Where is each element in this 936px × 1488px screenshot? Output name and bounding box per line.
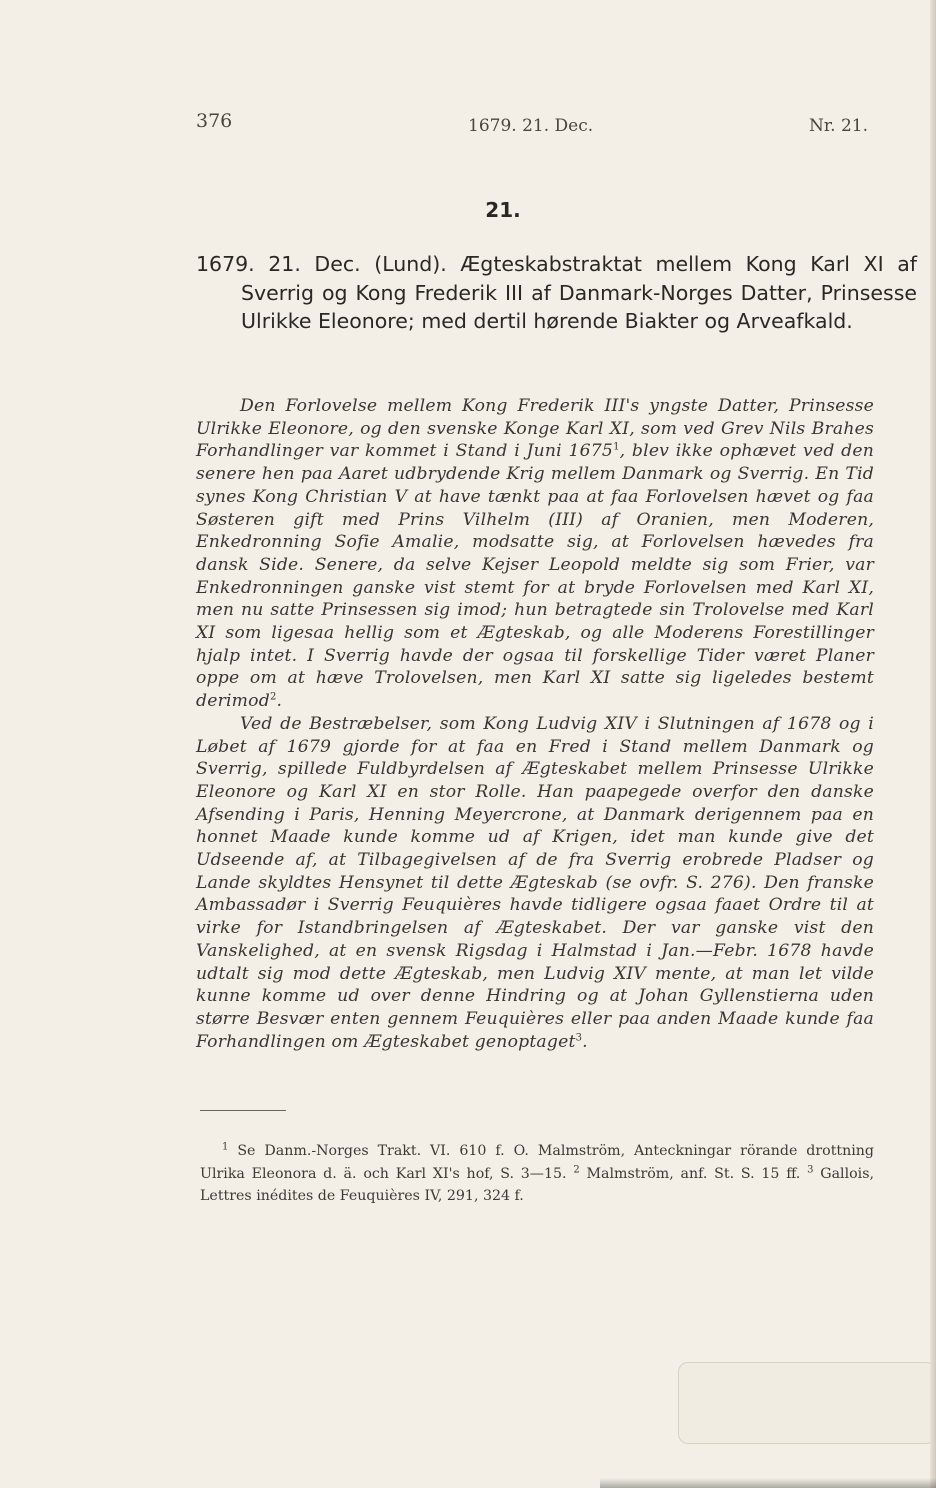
- intro-paragraph-1: [196, 395, 874, 713]
- intro-paragraph-2: [196, 713, 874, 1054]
- footnote-block: [200, 1140, 874, 1208]
- running-head: [196, 110, 872, 140]
- page-shadow: [600, 1478, 936, 1488]
- intro-p2-part-a: Ved de Bestræbelser, som Kong Ludvig XIV i Slutningen af 1678 og i Løbet af 1679 gjorde for at faa en Fred i Stand mellem Danmark og Sverrig, spillede Fuldbyrdelsen af Ægteskabet mellem Prinsesse Ulrikke Eleonore og Karl XI en stor Rolle. Han paapegede overfor den danske Afsending i Paris, Henning Meyercrone, at Danmark derigennem paa en honnet Maade kunde komme ud af Krigen, idet man kunde give det Udseende af, at Tilbagegivelsen af de fra Sverrig erobrede Pladser og Lande skyldtes Hensynet til dette Ægteskab (se ovfr. S. 276). Den franske Ambassadør i Sverrig Feuquières havde tidligere ogsaa faaet Ordre til at virke for Istandbringelsen af Ægteskabet. Der var ganske vist den Vanskelighed, at en svensk Rigsdag i Halmstad i Jan.—Febr. 1678 havde udtalt sig mod dette Ægteskab, men Ludvig XIV mente, at man let vilde kunne komme ud over denne Hindring og at Johan Gyllenstierna uden større Besvær enten gennem Feuquières eller paa anden Maade kunde faa Forhandlingen om Ægteskabet genoptaget: [196, 713, 874, 1052]
- footnote-divider: [200, 1110, 286, 1111]
- footnote-2: Malmström, anf. St. S. 15 ff.: [579, 1165, 808, 1182]
- running-head-number: Nr. 21.: [809, 116, 868, 136]
- document-heading: 1679. 21. Dec. (Lund). Ægteskabstraktat mellem Kong Karl XI af Sverrig og Kong Frederik III af Danmark-Norges Datter, Prinsesse Ulrikke Eleonore; med dertil hørende Biakter og Arveafkald.: [196, 252, 917, 333]
- introduction-text: [196, 395, 874, 1053]
- footnote-ref-3: 3: [575, 1031, 583, 1043]
- footnote-ref-1: 1: [613, 441, 620, 453]
- intro-p2-part-b: .: [582, 1031, 588, 1052]
- page-number: 376: [196, 110, 233, 132]
- footnote-1: Se Danm.-Norges Trakt. VI. 610 f. O. Malmström, Anteckningar rörande drottning Ulrika Eleonora d. ä. och Karl XI's hof, S. 3—15.: [200, 1143, 874, 1182]
- footnotes: [200, 1140, 874, 1208]
- page-edge: [930, 0, 936, 1488]
- footnote-mark-3: 3: [807, 1163, 814, 1175]
- intro-p1-part-a: Den Forlovelse mellem Kong Frederik III's yngste Datter, Prinsesse Ulrikke Eleonore, og den svenske Konge Karl XI, som ved Grev Nils Brahes Forhandlinger var kommet i Stand i Juni 1675: [196, 396, 874, 462]
- footnote-mark-1: 1: [222, 1141, 229, 1153]
- intro-p1-part-c: .: [276, 691, 283, 712]
- document-number: 21.: [485, 198, 521, 222]
- paper-label-sticker: [678, 1362, 936, 1444]
- footnote-ref-2: 2: [269, 691, 277, 703]
- footnote-3: Gallois, Lettres inédites de Feuquières IV, 291, 324 f.: [200, 1165, 874, 1204]
- intro-p1-part-b: , blev ikke ophævet ved den senere hen paa Aaret udbrydende Krig mellem Danmark og Sverrig. En Tid synes Kong Christian V at have tænkt paa at faa Forlovelsen hævet og faa Søsteren gift med Prins Vilhelm (III) af Oranien, men Moderen, Enkedronning Sofie Amalie, modsatte sig, at Forlovelsen hævedes fra dansk Side. Senere, da selve Kejser Leopold meldte sig som Frier, var Enkedronningen ganske vist stemt for at bryde Forlovelsen med Karl XI, men nu satte Prinsessen sig imod; hun betragtede sin Trolovelse med Karl XI som ligesaa hellig som et Ægteskab, og alle Moderens Forestillinger hjalp intet. I Sverrig havde der ogsaa til forskellige Tider været Planer oppe om at hæve Trolovelsen, men Karl XI satte sig ligeledes bestemt derimod: [196, 441, 874, 712]
- running-head-date: 1679. 21. Dec.: [468, 116, 594, 136]
- footnote-mark-2: 2: [573, 1163, 580, 1175]
